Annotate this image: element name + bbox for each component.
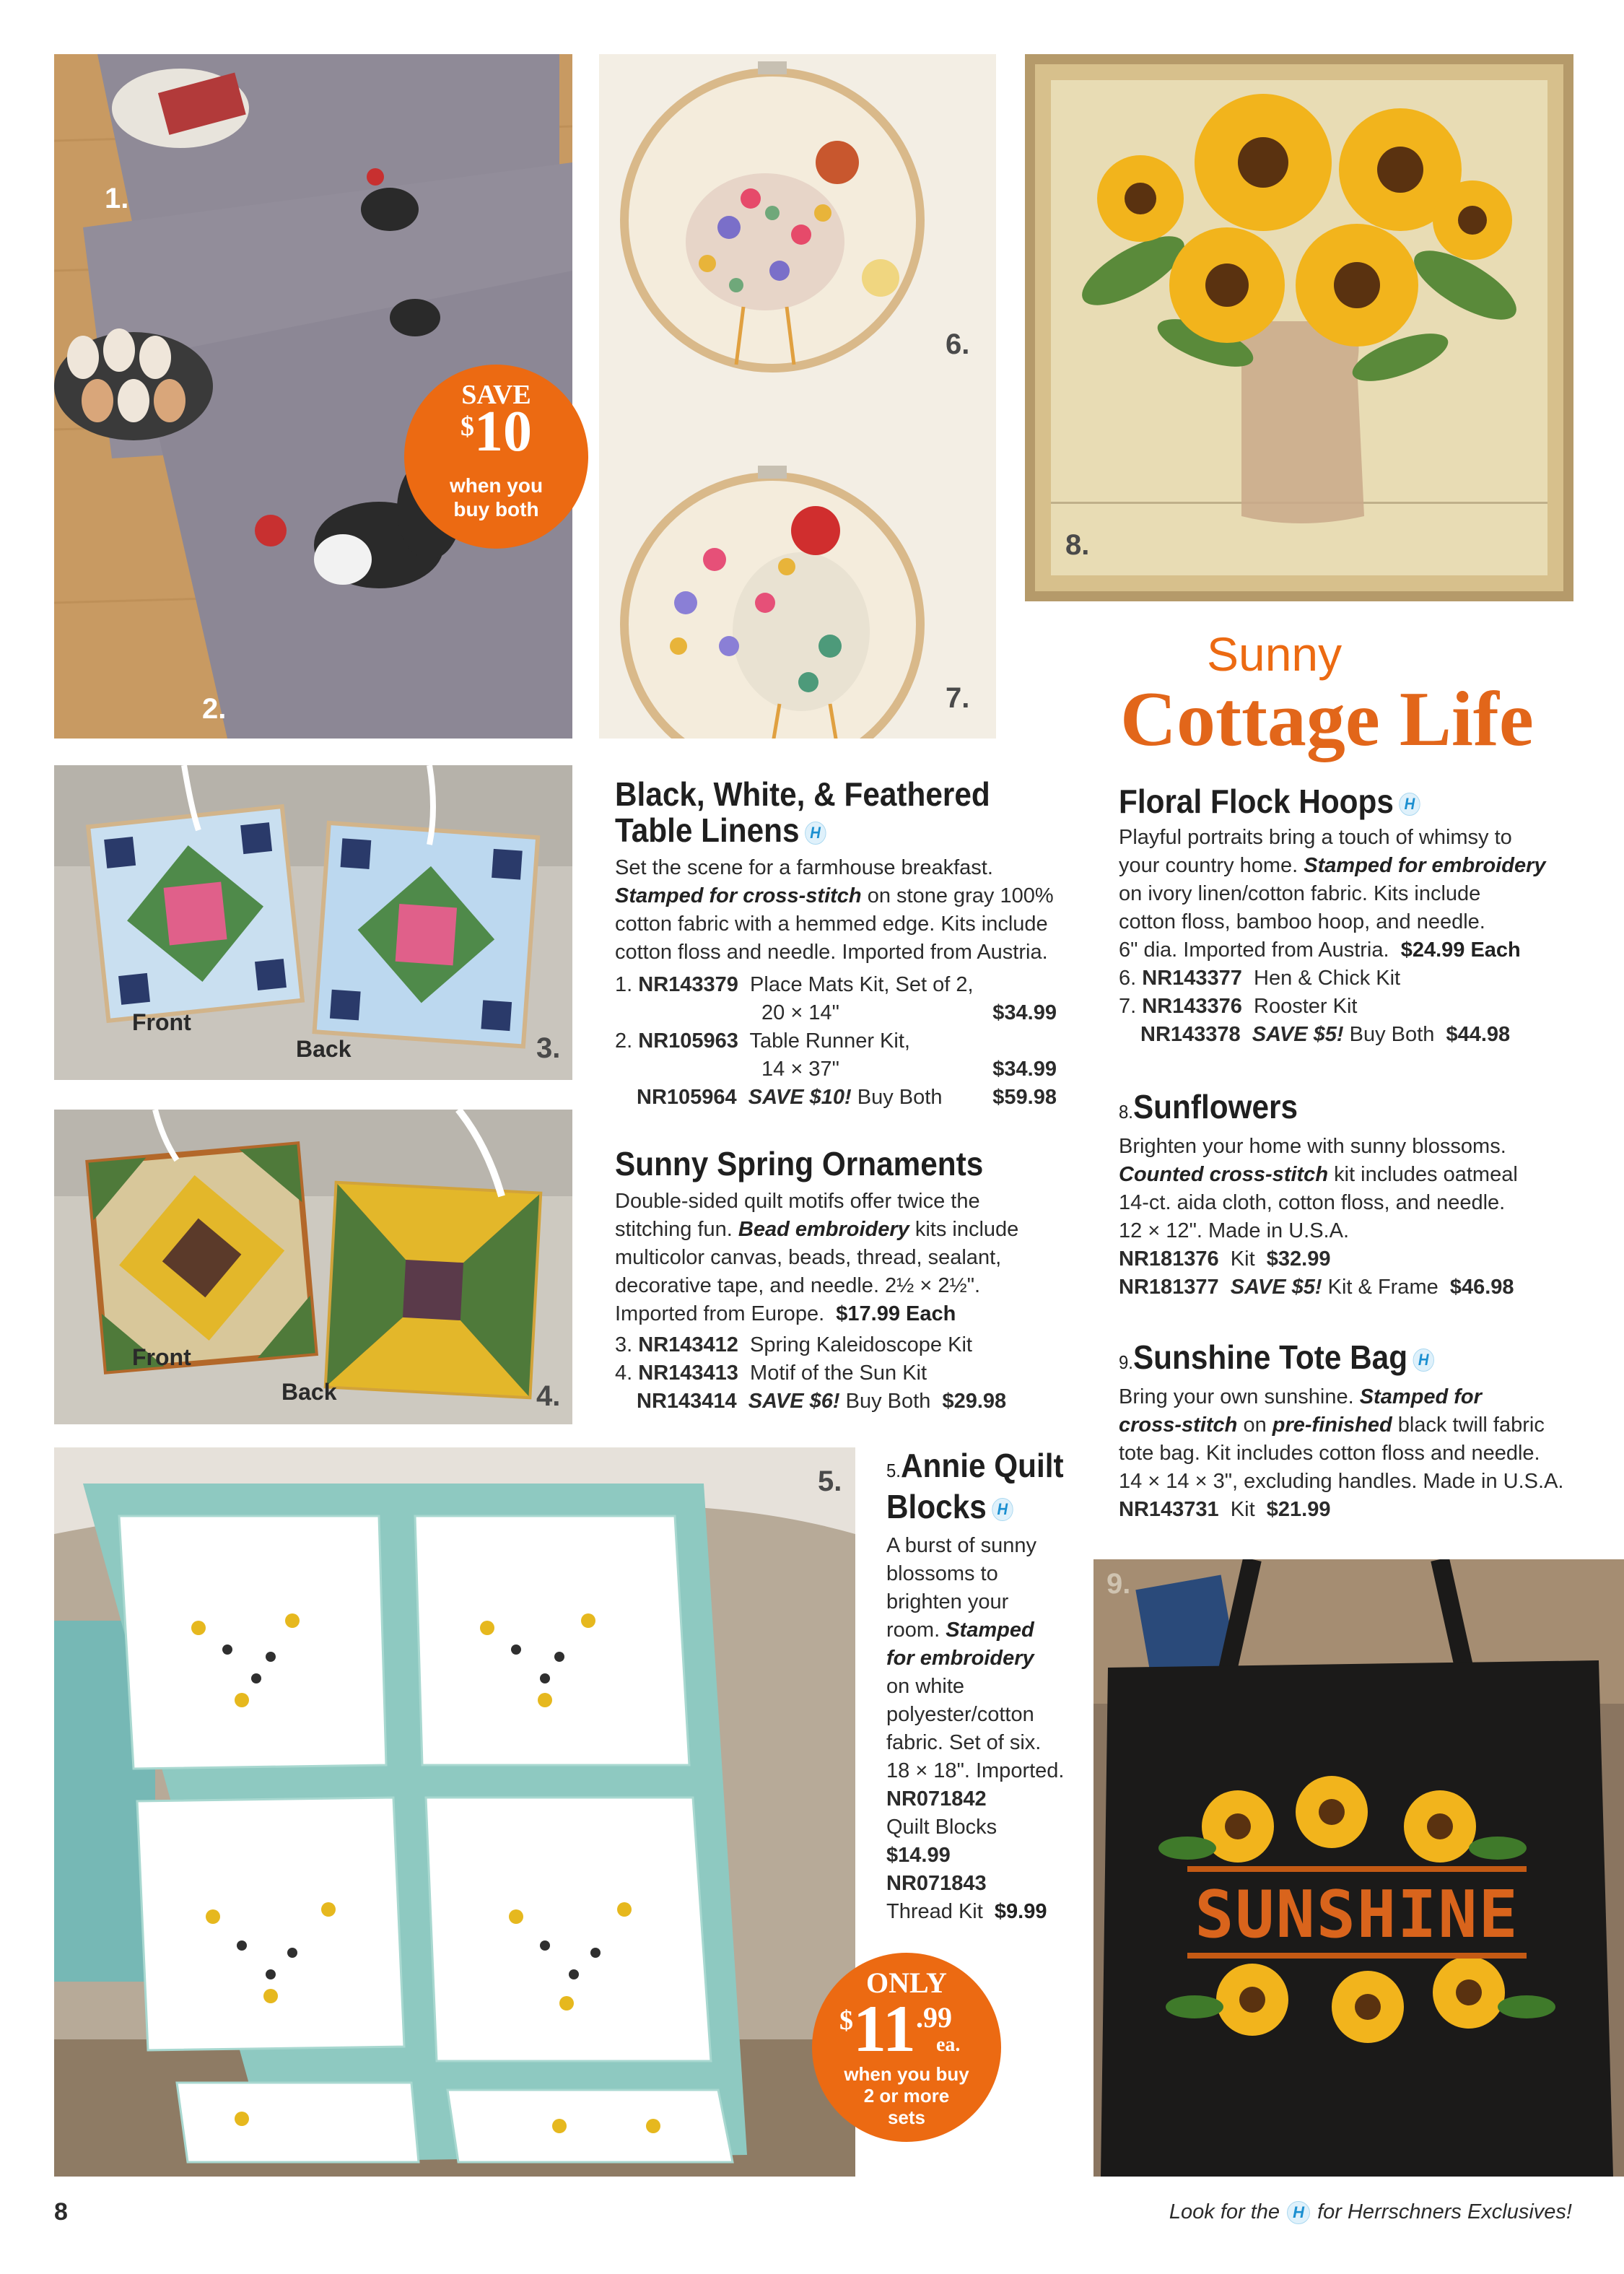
footer-look-text: Look for the	[1169, 2200, 1280, 2223]
table-linens-block	[615, 776, 1070, 1112]
spring-ornaments-desc	[615, 1188, 1070, 1328]
quilt-title-1: Annie Quilt	[900, 1447, 1064, 1484]
sunflowers-photo	[1025, 54, 1573, 601]
tote-number: 9.	[1119, 1351, 1133, 1373]
save-badge-dollar: $	[460, 411, 474, 442]
ornaments-desc-5: Imported from Europe.	[615, 1302, 825, 1325]
exclusive-h-badge-icon: H	[1413, 1349, 1433, 1372]
table-linens-title-2: Table Linens	[615, 811, 800, 849]
hoops-desc-2a: your country home.	[1119, 854, 1304, 877]
item-name: Buy Both	[1349, 1023, 1435, 1046]
item-name: Spring Kaleidoscope Kit	[750, 1333, 972, 1356]
item-name: Kit	[1230, 1247, 1255, 1271]
hoops-photo	[599, 54, 996, 739]
item-save: SAVE $5!	[1230, 1276, 1322, 1299]
spring-ornaments-block	[615, 1146, 1070, 1416]
tote-title-wrap	[1119, 1339, 1544, 1380]
tote-desc-2: black twill fabric	[1392, 1413, 1545, 1437]
hoops-item-7	[1119, 993, 1581, 1021]
item-sku: NR181377	[1119, 1276, 1219, 1299]
item-name: Rooster Kit	[1254, 995, 1358, 1018]
spring-ornaments-title: Sunny Spring Ornaments	[615, 1145, 984, 1182]
item-name: Kit & Frame	[1327, 1276, 1439, 1299]
spring-ornaments-photo	[54, 765, 572, 1080]
item-number: 2.	[615, 1029, 633, 1053]
quilt-blocks-block	[886, 1447, 1081, 1926]
item-name: Hen & Chick Kit	[1254, 967, 1401, 990]
tote-desc-2-wrap	[1119, 1411, 1581, 1439]
exclusive-h-badge-icon: H	[805, 822, 826, 845]
item-sku: NR143378	[1140, 1023, 1241, 1046]
table-linens-desc-3: cotton fabric with a hemmed edge. Kits include	[615, 912, 1048, 936]
hoops-items	[1119, 964, 1581, 1049]
photo-number-2: 2.	[202, 693, 227, 725]
item-number: 4.	[615, 1362, 633, 1385]
table-linens-items	[615, 971, 1057, 1112]
save-badge-save: SAVE	[461, 380, 531, 410]
quilt-blocks-photo	[54, 1447, 855, 2177]
sunflowers-desc-2-wrap	[1119, 1161, 1581, 1189]
hoops-desc-2-bold: Stamped for embroidery	[1304, 854, 1546, 877]
hoops-item-6	[1119, 964, 1581, 993]
hoops-desc-1: Playful portraits bring a touch of whimsy to	[1119, 826, 1512, 849]
photo-number-7: 7.	[946, 682, 970, 714]
quilt-price-1: $14.99	[886, 1844, 951, 1867]
item-price: $34.99	[992, 1001, 1057, 1024]
sunflowers-desc-2: kit includes oatmeal	[1328, 1163, 1518, 1186]
table-linens-item-3	[615, 1084, 1057, 1112]
sun-ornaments-photo	[54, 1110, 572, 1424]
tote-title: Sunshine Tote Bag	[1132, 1338, 1408, 1376]
photo-number-3: 3.	[536, 1032, 561, 1064]
table-linens-title-2-wrap	[615, 812, 1034, 848]
sunflowers-number: 8.	[1119, 1101, 1133, 1123]
tote-desc-2a: on	[1237, 1413, 1272, 1437]
item-price: $44.98	[1446, 1023, 1511, 1046]
photo-number-4: 4.	[536, 1380, 561, 1412]
quilt-title-2: Blocks	[886, 1488, 987, 1525]
only-badge-line1: when you buy	[844, 2063, 969, 2085]
only-badge-amount-wrap	[839, 1990, 952, 2067]
item-save: SAVE $10!	[748, 1086, 852, 1109]
quilt-desc-bold-1: Stamped	[946, 1619, 1034, 1642]
quilt-sku-2: NR071843	[886, 1872, 987, 1895]
sunflowers-title-wrap	[1119, 1089, 1544, 1130]
exclusive-h-badge-icon: H	[992, 1498, 1013, 1521]
quilt-desc-line: polyester/cotton	[886, 1703, 1034, 1726]
quilt-name-1: Quilt Blocks	[886, 1816, 997, 1839]
photo-number-8: 8.	[1065, 529, 1090, 561]
hoops-item-both	[1119, 1021, 1581, 1049]
table-linens-desc-4: cotton floss and needle. Imported from Austria.	[615, 941, 1048, 964]
item-price: $32.99	[1266, 1247, 1331, 1271]
item-name: Buy Both	[857, 1086, 943, 1109]
footer-rest-text: for Herrschners Exclusives!	[1317, 2200, 1572, 2223]
item-sku: NR143376	[1142, 995, 1242, 1018]
page-number: 8	[54, 2198, 68, 2226]
ornaments-price-each: $17.99 Each	[836, 1302, 956, 1325]
only-price-badge	[812, 1953, 1001, 2142]
quilt-desc-line: 18 × 18". Imported.	[886, 1759, 1065, 1782]
item-number: 1.	[615, 973, 633, 996]
ornaments-desc-2-bold: Bead embroidery	[738, 1218, 909, 1241]
ornaments-item-4	[615, 1359, 1057, 1388]
hoops-desc-5-wrap	[1119, 936, 1581, 964]
item-sku: NR143413	[638, 1362, 738, 1385]
ornament-back-label-2: Back	[281, 1379, 337, 1405]
exclusive-h-badge-icon: H	[1287, 2201, 1310, 2224]
hoops-desc	[1119, 824, 1581, 964]
item-price: $21.99	[1266, 1498, 1331, 1521]
save-10-badge	[404, 365, 588, 549]
hoops-title-wrap	[1119, 783, 1544, 819]
tote-sunshine-text: SUNSHINE	[1195, 1877, 1519, 1953]
table-linens-desc	[615, 854, 1070, 967]
item-name: Table Runner Kit,	[749, 1029, 910, 1053]
item-price: $29.98	[942, 1390, 1007, 1413]
hoops-desc-3: on ivory linen/cotton fabric. Kits include	[1119, 882, 1481, 905]
hoops-desc-5: 6" dia. Imported from Austria.	[1119, 938, 1389, 962]
tote-desc-4: 14 × 14 × 3", excluding handles. Made in U.S.A.	[1119, 1470, 1564, 1493]
ornaments-items	[615, 1331, 1057, 1416]
table-linens-desc-2-bold: Stamped for cross-stitch	[615, 884, 862, 907]
tote-desc-1-wrap	[1119, 1383, 1581, 1411]
item-number: 7.	[1119, 995, 1137, 1018]
ornaments-desc-2: kits include	[909, 1218, 1019, 1241]
sunflowers-item-kit	[1119, 1245, 1581, 1273]
item-price: $46.98	[1449, 1276, 1514, 1299]
item-sku: NR181376	[1119, 1247, 1219, 1271]
section-title-sunny: Sunny	[1207, 627, 1343, 681]
tote-desc-1-bold: Stamped for	[1359, 1385, 1482, 1408]
photo-number-6: 6.	[946, 328, 970, 360]
ornament-front-label-2: Front	[132, 1344, 191, 1370]
only-badge-line3: sets	[887, 2107, 926, 2128]
sunflowers-desc-4: 12 × 12". Made in U.S.A.	[1119, 1219, 1349, 1242]
ornaments-item-3	[615, 1331, 1057, 1359]
table-linens-item-1	[615, 971, 1057, 999]
item-price: $34.99	[992, 1058, 1057, 1081]
only-badge-only: ONLY	[866, 1966, 947, 1999]
table-linens-desc-2: on stone gray 100%	[861, 884, 1054, 907]
sunflowers-item-frame	[1119, 1273, 1581, 1302]
item-number: 6.	[1119, 967, 1137, 990]
item-sku: NR143412	[638, 1333, 738, 1356]
save-badge-line2: buy both	[453, 498, 539, 520]
item-save: SAVE $6!	[748, 1390, 840, 1413]
tote-block	[1119, 1339, 1581, 1524]
quilt-desc-bold-2: for embroidery	[886, 1647, 1034, 1670]
tote-desc-3: tote bag. Kit includes cotton floss and needle.	[1119, 1442, 1540, 1465]
photo-number-9: 9.	[1106, 1568, 1131, 1600]
table-linens-title-1: Black, White, & Feathered	[615, 775, 990, 813]
item-sku: NR105963	[638, 1029, 738, 1053]
hoops-desc-4: cotton floss, bamboo hoop, and needle.	[1119, 910, 1485, 933]
item-name: Place Mats Kit, Set of 2,	[750, 973, 974, 996]
hoops-block	[1119, 783, 1581, 1049]
item-sku: NR143379	[638, 973, 738, 996]
ornaments-desc-4: decorative tape, and needle. 2½ × 2½".	[615, 1274, 981, 1297]
only-badge-line2: 2 or more	[863, 2085, 950, 2107]
only-badge-cents: .99	[915, 2001, 952, 2034]
item-size: 14 × 37"	[761, 1058, 839, 1081]
sunflowers-title: Sunflowers	[1132, 1088, 1298, 1125]
quilt-desc-line: room.	[886, 1619, 940, 1642]
ornaments-desc-2a: stitching fun.	[615, 1218, 738, 1241]
quilt-desc	[886, 1532, 1081, 1926]
ornaments-desc-5-wrap	[615, 1300, 1070, 1328]
item-save: SAVE $5!	[1252, 1023, 1344, 1046]
ornaments-desc-3: multicolor canvas, beads, thread, sealant,	[615, 1246, 1002, 1269]
ornament-front-label: Front	[132, 1009, 191, 1035]
quilt-desc-line: blossoms to	[886, 1562, 998, 1585]
item-price: $59.98	[992, 1086, 1057, 1109]
only-badge-amount: 11	[853, 1992, 916, 2065]
quilt-desc-line: fabric. Set of six.	[886, 1731, 1042, 1754]
hoops-title: Floral Flock Hoops	[1119, 783, 1394, 820]
table-linens-item-2-size-row	[615, 1055, 1057, 1084]
section-title-cottage-life: Cottage Life	[1120, 676, 1534, 762]
only-badge-ea: ea.	[936, 2034, 961, 2056]
ornaments-desc-1: Double-sided quilt motifs offer twice the	[615, 1190, 980, 1213]
item-sku: NR143731	[1119, 1498, 1219, 1521]
quilt-item-2-wrap	[886, 1898, 1081, 1926]
ornaments-desc-2-wrap	[615, 1216, 1070, 1244]
quilt-name-2: Thread Kit	[886, 1900, 983, 1923]
item-size: 20 × 14"	[761, 1001, 839, 1024]
table-linens-desc-2-wrap	[615, 882, 1070, 910]
table-linens-item-1-size-row	[615, 999, 1057, 1027]
sunflowers-desc-3: 14-ct. aida cloth, cotton floss, and needle.	[1119, 1191, 1506, 1214]
photo-number-5: 5.	[818, 1465, 842, 1497]
quilt-title-1-wrap	[886, 1447, 1065, 1489]
exclusive-h-badge-icon: H	[1399, 793, 1420, 816]
quilt-desc-line-4-wrap	[886, 1616, 1081, 1644]
item-name: Kit	[1230, 1498, 1255, 1521]
ornaments-item-both	[615, 1388, 1057, 1416]
sunflowers-block	[1119, 1089, 1581, 1302]
table-linens-desc-1: Set the scene for a farmhouse breakfast.	[615, 856, 993, 879]
quilt-price-2: $9.99	[994, 1900, 1047, 1923]
sunflowers-desc-2-bold: Counted cross-stitch	[1119, 1163, 1329, 1186]
quilt-desc-line: A burst of sunny	[886, 1534, 1036, 1557]
item-number: 3.	[615, 1333, 633, 1356]
save-badge-amount-wrap	[404, 399, 588, 465]
sunflowers-desc-1: Brighten your home with sunny blossoms.	[1119, 1135, 1506, 1158]
footer-exclusives-note	[1169, 2200, 1572, 2224]
sunshine-tote-photo	[1093, 1559, 1624, 2177]
quilt-desc-line: on white	[886, 1675, 965, 1698]
quilt-number: 5.	[886, 1460, 901, 1481]
tote-desc	[1119, 1383, 1581, 1496]
tote-desc-1: Bring your own sunshine.	[1119, 1385, 1360, 1408]
table-linens-item-2	[615, 1027, 1057, 1055]
only-badge-dollar: $	[839, 2005, 853, 2036]
quilt-desc-line: brighten your	[886, 1590, 1009, 1613]
item-sku: NR143414	[637, 1390, 737, 1413]
ornament-back-label: Back	[296, 1036, 352, 1062]
quilt-desc-bold-2-wrap	[886, 1644, 1081, 1673]
item-sku: NR143377	[1142, 967, 1242, 990]
quilt-sku-1: NR071842	[886, 1787, 987, 1811]
photo-number-1: 1.	[105, 183, 129, 214]
tote-desc-2-bold: cross-stitch	[1119, 1413, 1238, 1437]
item-name: Buy Both	[845, 1390, 931, 1413]
save-badge-amount: 10	[474, 400, 532, 463]
tote-item-kit	[1119, 1496, 1581, 1524]
item-name: Motif of the Sun Kit	[750, 1362, 927, 1385]
item-sku: NR105964	[637, 1086, 737, 1109]
hoops-desc-2-wrap	[1119, 852, 1581, 880]
sunflowers-desc	[1119, 1133, 1581, 1245]
tote-desc-2-bold-2: pre-finished	[1272, 1413, 1392, 1437]
hoops-price-each: $24.99 Each	[1400, 938, 1521, 962]
quilt-title-2-wrap	[886, 1489, 1065, 1525]
sunflowers-items	[1119, 1245, 1581, 1302]
save-badge-line1: when you	[449, 474, 543, 497]
